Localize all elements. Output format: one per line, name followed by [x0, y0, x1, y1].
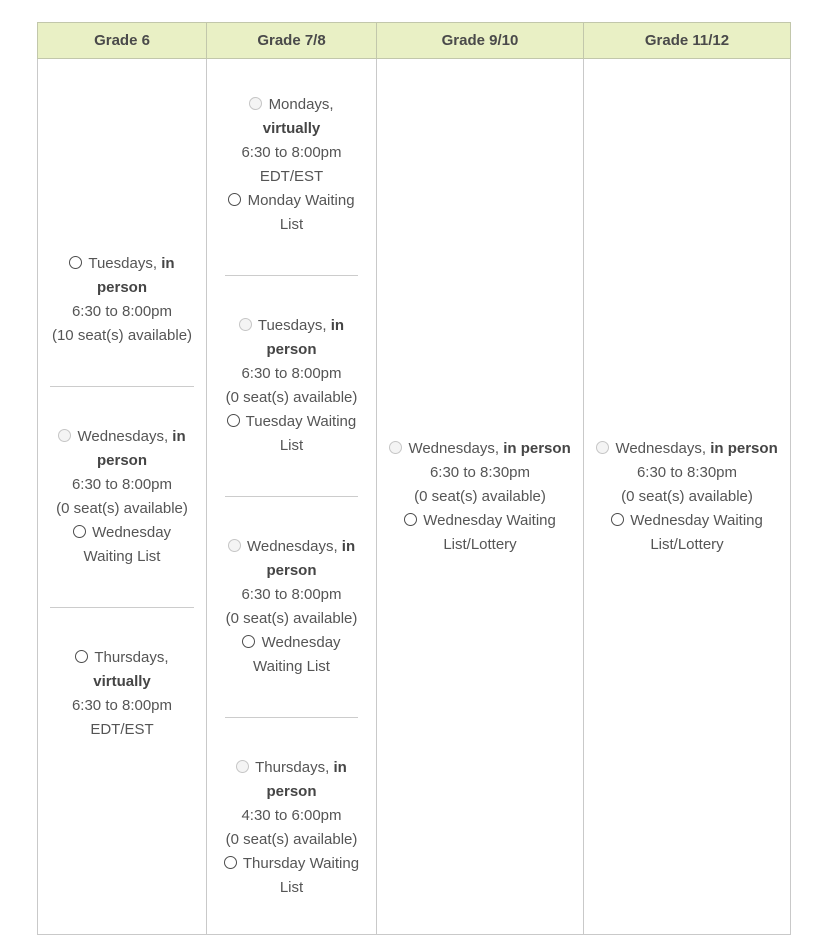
session-timezone: EDT/EST	[259, 168, 324, 185]
session-time: 6:30 to 8:30pm	[636, 463, 738, 481]
option-divider	[50, 386, 194, 387]
session-day: Wednesdays,	[408, 439, 500, 457]
waiting-list-label: Wednesday Waiting List	[83, 523, 172, 565]
session-radio-unselected[interactable]	[75, 650, 88, 663]
session-option-wednesdays	[223, 535, 360, 679]
option-divider	[225, 717, 358, 718]
class-schedule-table	[37, 22, 791, 935]
session-modality: in person	[266, 317, 345, 358]
session-day: Thursdays,	[94, 648, 169, 666]
session-modality: in person	[710, 439, 778, 457]
option-divider	[225, 275, 358, 276]
session-modality: in person	[96, 254, 175, 296]
session-time: 6:30 to 8:00pm	[71, 302, 173, 320]
session-time: 6:30 to 8:00pm	[241, 586, 342, 603]
grade-7-8-cell	[207, 59, 377, 935]
session-radio-unselected[interactable]	[69, 256, 82, 269]
waiting-list-radio-unselected[interactable]	[224, 856, 237, 869]
session-time: 6:30 to 8:00pm	[71, 475, 173, 493]
waiting-list-radio-unselected[interactable]	[227, 414, 240, 427]
session-time: 6:30 to 8:30pm	[429, 463, 531, 481]
session-availability: (0 seat(s) available)	[621, 487, 753, 505]
session-radio-disabled	[228, 539, 241, 552]
session-option-thursdays	[48, 646, 196, 742]
grade-9-10-cell	[377, 59, 584, 935]
session-day: Mondays,	[268, 96, 334, 113]
session-option-mondays	[223, 93, 360, 237]
session-option-tuesdays	[223, 314, 360, 458]
waiting-list-radio-unselected[interactable]	[404, 513, 417, 526]
session-day: Wednesdays,	[247, 538, 338, 555]
session-radio-disabled	[236, 760, 249, 773]
session-option-wednesdays	[596, 437, 778, 557]
session-time: 6:30 to 8:00pm	[241, 365, 342, 382]
session-availability: (0 seat(s) available)	[225, 389, 358, 406]
schedule-table-container	[37, 22, 790, 935]
column-header-grade-7-8: Grade 7/8	[207, 23, 377, 59]
session-radio-disabled	[249, 97, 262, 110]
waiting-list-label: Thursday Waiting List	[242, 855, 360, 896]
session-day: Tuesdays,	[88, 254, 158, 272]
session-modality: in person	[266, 759, 347, 800]
grade-11-12-cell	[584, 59, 791, 935]
waiting-list-label: Wednesday Waiting List/Lottery	[630, 511, 763, 553]
waiting-list-radio-unselected[interactable]	[242, 635, 255, 648]
session-time: 6:30 to 8:00pm	[241, 144, 342, 161]
session-option-tuesdays	[48, 252, 196, 348]
column-header-grade-11-12: Grade 11/12	[584, 23, 791, 59]
waiting-list-label: Tuesday Waiting List	[245, 413, 357, 454]
session-modality: in person	[503, 439, 571, 457]
session-availability: (0 seat(s) available)	[56, 499, 188, 517]
session-modality: virtually	[262, 120, 321, 137]
column-header-grade-9-10: Grade 9/10	[377, 23, 584, 59]
waiting-list-radio-unselected[interactable]	[73, 525, 86, 538]
session-radio-disabled	[239, 318, 252, 331]
session-option-wednesdays	[389, 437, 571, 557]
session-time: 6:30 to 8:00pm	[71, 696, 173, 714]
grade-6-cell	[38, 59, 207, 935]
session-time: 4:30 to 6:00pm	[241, 807, 342, 824]
session-availability: (10 seat(s) available)	[51, 326, 193, 344]
session-day: Thursdays,	[255, 759, 330, 776]
waiting-list-label: Wednesday Waiting List/Lottery	[423, 511, 556, 553]
session-option-wednesdays	[48, 425, 196, 569]
session-radio-disabled	[389, 441, 402, 454]
session-radio-disabled	[58, 429, 71, 442]
session-timezone: EDT/EST	[90, 720, 154, 738]
waiting-list-radio-unselected[interactable]	[611, 513, 624, 526]
session-radio-disabled	[596, 441, 609, 454]
session-day: Tuesdays,	[257, 317, 327, 334]
column-header-grade-6: Grade 6	[38, 23, 207, 59]
session-day: Wednesdays,	[615, 439, 707, 457]
waiting-list-label: Wednesday Waiting List	[253, 634, 341, 675]
session-modality: in person	[96, 427, 186, 469]
option-divider	[50, 607, 194, 608]
session-availability: (0 seat(s) available)	[414, 487, 546, 505]
session-availability: (0 seat(s) available)	[225, 831, 358, 848]
session-modality: in person	[266, 538, 356, 579]
waiting-list-radio-unselected[interactable]	[228, 193, 241, 206]
option-divider	[225, 496, 358, 497]
session-availability: (0 seat(s) available)	[225, 610, 358, 627]
session-modality: virtually	[93, 672, 151, 690]
waiting-list-label: Monday Waiting List	[247, 192, 355, 233]
session-day: Wednesdays,	[77, 427, 169, 445]
session-option-thursdays	[223, 756, 360, 900]
